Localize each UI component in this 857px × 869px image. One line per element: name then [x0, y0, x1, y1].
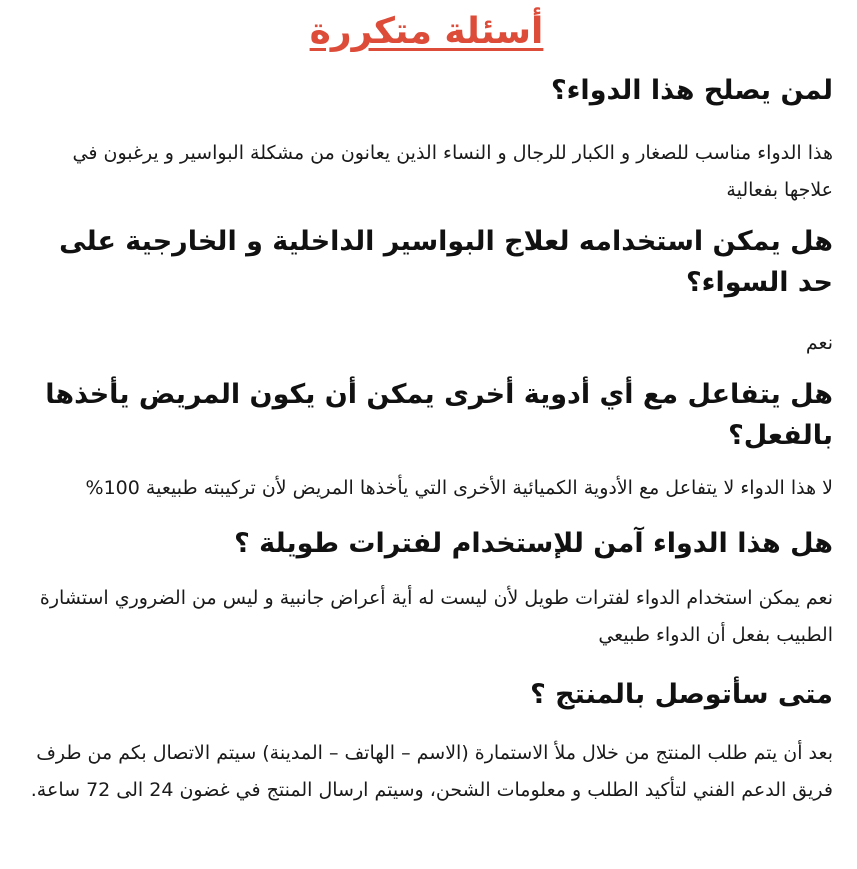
faq-question: هل هذا الدواء آمن للإستخدام لفترات طويلة ؟ — [234, 528, 833, 559]
faq-answer: نعم يمكن استخدام الدواء لفترات طويل لأن ليست له أية أعراض جانبية و ليس من الضروري استشارة الطبيب بفعل أن الدواء طبيعي — [39, 587, 833, 646]
faq-item-drug-interactions — [20, 374, 833, 507]
faq-question: هل يمكن استخدامه لعلاج البواسير الداخلية و الخارجية على حد السواء؟ — [59, 226, 833, 298]
faq-item-internal-external — [20, 221, 833, 362]
faq-list — [20, 70, 833, 809]
faq-item-delivery-time — [20, 674, 833, 809]
faq-item-who-is-it-for — [20, 70, 833, 209]
page-title: أسئلة متكررة — [309, 11, 544, 52]
faq-answer: هذا الدواء مناسب للصغار و الكبار للرجال و النساء الذين يعانون من مشكلة البواسير و يرغبون في علاجها بفعالية — [72, 142, 833, 201]
faq-answer: لا هذا الدواء لا يتفاعل مع الأدوية الكميائية الأخرى التي يأخذها المريض لأن تركيبته طبيعية 100% — [85, 477, 833, 499]
faq-item-long-term-safety — [20, 523, 833, 654]
faq-question: هل يتفاعل مع أي أدوية أخرى يمكن أن يكون المريض يأخذها بالفعل؟ — [45, 379, 833, 451]
faq-question: لمن يصلح هذا الدواء؟ — [550, 75, 833, 106]
faq-answer: نعم — [805, 332, 833, 354]
faq-answer: بعد أن يتم طلب المنتج من خلال ملأ الاستمارة (الاسم – الهاتف – المدينة) سيتم الاتصال بكم من طرف فريق الدعم الفني لتأكيد الطلب و معلومات الشحن، وسيتم ارسال المنتج في غضون 24 الى 72 ساعة. — [30, 742, 833, 801]
faq-question: متى سأتوصل بالمنتج ؟ — [530, 679, 833, 710]
